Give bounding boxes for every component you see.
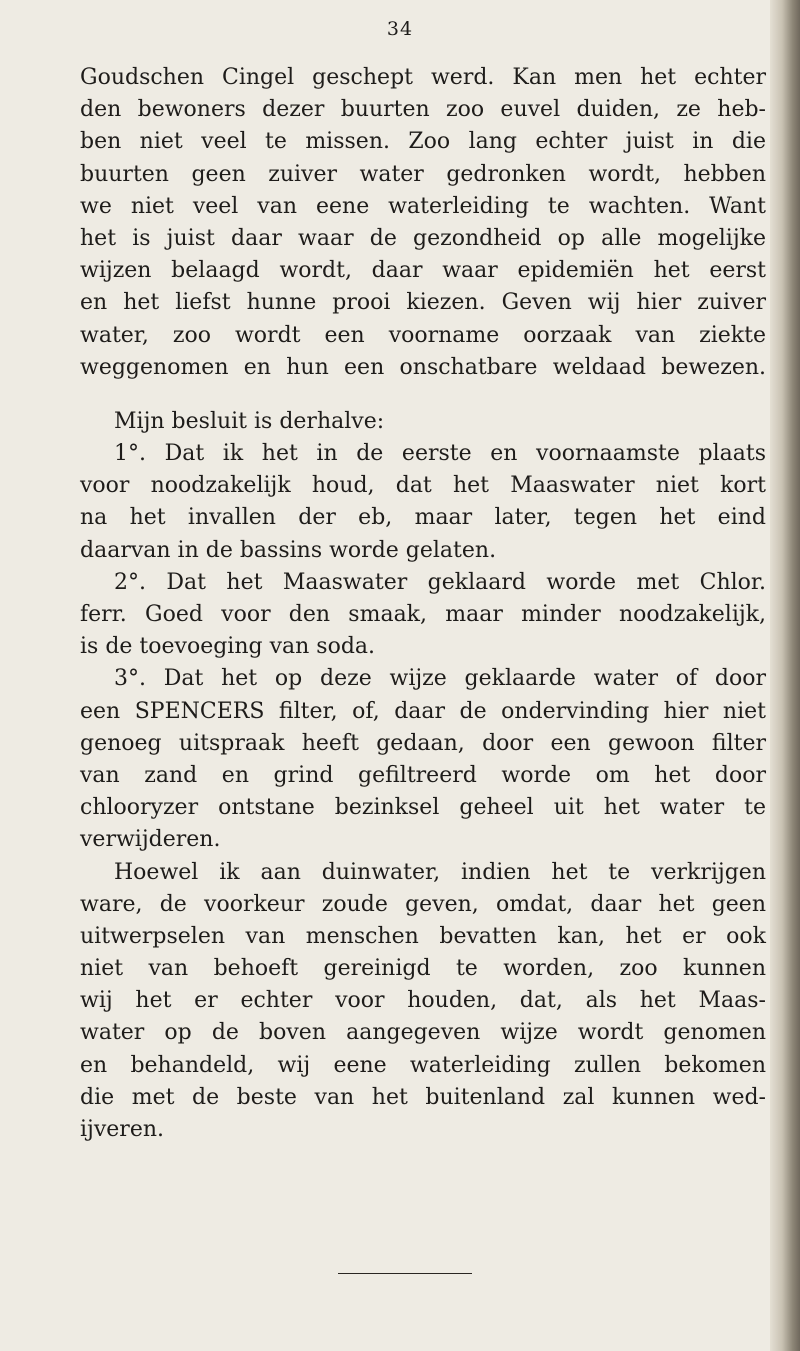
text-line: den bewoners dezer buurten zoo euvel duiden, ze heb- <box>80 97 766 123</box>
paragraph <box>80 438 766 567</box>
text-line: ben niet veel te missen. Zoo lang echter juist in die <box>80 129 766 155</box>
body-text <box>80 62 766 1146</box>
text-line: weggenomen en hun een onschatbare weldaad bewezen. <box>80 354 766 380</box>
text-line: 3°. Dat het op deze wijze geklaarde water of door <box>114 666 766 692</box>
text-line: daarvan in de bassins worde gelaten. <box>80 537 497 563</box>
text-line: ferr. Goed voor den smaak, maar minder noodzakelijk, <box>80 602 766 627</box>
paragraph <box>80 663 766 856</box>
page-edge-shadow <box>770 0 800 1351</box>
text-line: is de toevoeging van soda. <box>80 634 376 660</box>
text-line: ware, de voorkeur zoude geven, omdat, daar het geen <box>80 891 766 917</box>
text-line: genoeg uitspraak heeft gedaan, door een gewoon filter <box>80 730 766 756</box>
text-line: water op de boven aangegeven wijze wordt genomen <box>80 1020 766 1046</box>
text-line: buurten geen zuiver water gedronken wordt, hebben <box>80 161 766 187</box>
text-line: niet van behoeft gereinigd te worden, zoo kunnen <box>80 956 766 982</box>
section-end-rule <box>338 1273 472 1274</box>
text-line: Hoewel ik aan duinwater, indien het te verkrijgen <box>114 859 766 885</box>
text-line: het is juist daar waar de gezondheid op alle mogelijke <box>80 225 766 251</box>
text-line: Mijn besluit is derhalve: <box>114 408 385 434</box>
text-line: we niet veel van eene waterleiding te wachten. Want <box>80 193 766 219</box>
text-line: voor noodzakelijk houd, dat het Maaswater niet kort <box>80 473 766 499</box>
text-line: water, zoo wordt een voorname oorzaak van ziekte <box>80 322 766 348</box>
paragraph <box>80 567 766 664</box>
text-line: na het invallen der eb, maar later, tegen het eind <box>80 505 766 531</box>
text-line: van zand en grind gefiltreerd worde om het door <box>80 762 766 788</box>
text-line: en het liefst hunne prooi kiezen. Geven wij hier zuiver <box>80 290 766 316</box>
text-line: ijveren. <box>80 1117 165 1142</box>
text-line: verwijderen. <box>80 827 221 853</box>
text-line: wijzen belaagd wordt, daar waar epidemiën het eerst <box>80 258 766 284</box>
text-line: een SPENCERS filter, of, daar de ondervinding hier niet <box>80 698 766 724</box>
text-line: uitwerpselen van menschen bevatten kan, het er ook <box>80 923 766 949</box>
text-line: 2°. Dat het Maaswater geklaard worde met Chlor. <box>114 569 766 595</box>
text-line: Goudschen Cingel geschept werd. Kan men het echter <box>80 65 766 90</box>
text-line: die met de beste van het buitenland zal kunnen wed- <box>80 1084 766 1110</box>
paragraph-gap <box>80 384 766 406</box>
paragraph <box>80 406 766 438</box>
text-line: wij het er echter voor houden, dat, als het Maas- <box>80 988 766 1014</box>
paragraph <box>80 62 766 384</box>
page-number: 34 <box>386 18 414 40</box>
paragraph <box>80 857 766 1147</box>
text-line: chlooryzer ontstane bezinksel geheel uit het water te <box>80 795 766 821</box>
text-line: 1°. Dat ik het in de eerste en voornaamste plaats <box>114 441 766 467</box>
text-line: en behandeld, wij eene waterleiding zullen bekomen <box>80 1052 766 1078</box>
